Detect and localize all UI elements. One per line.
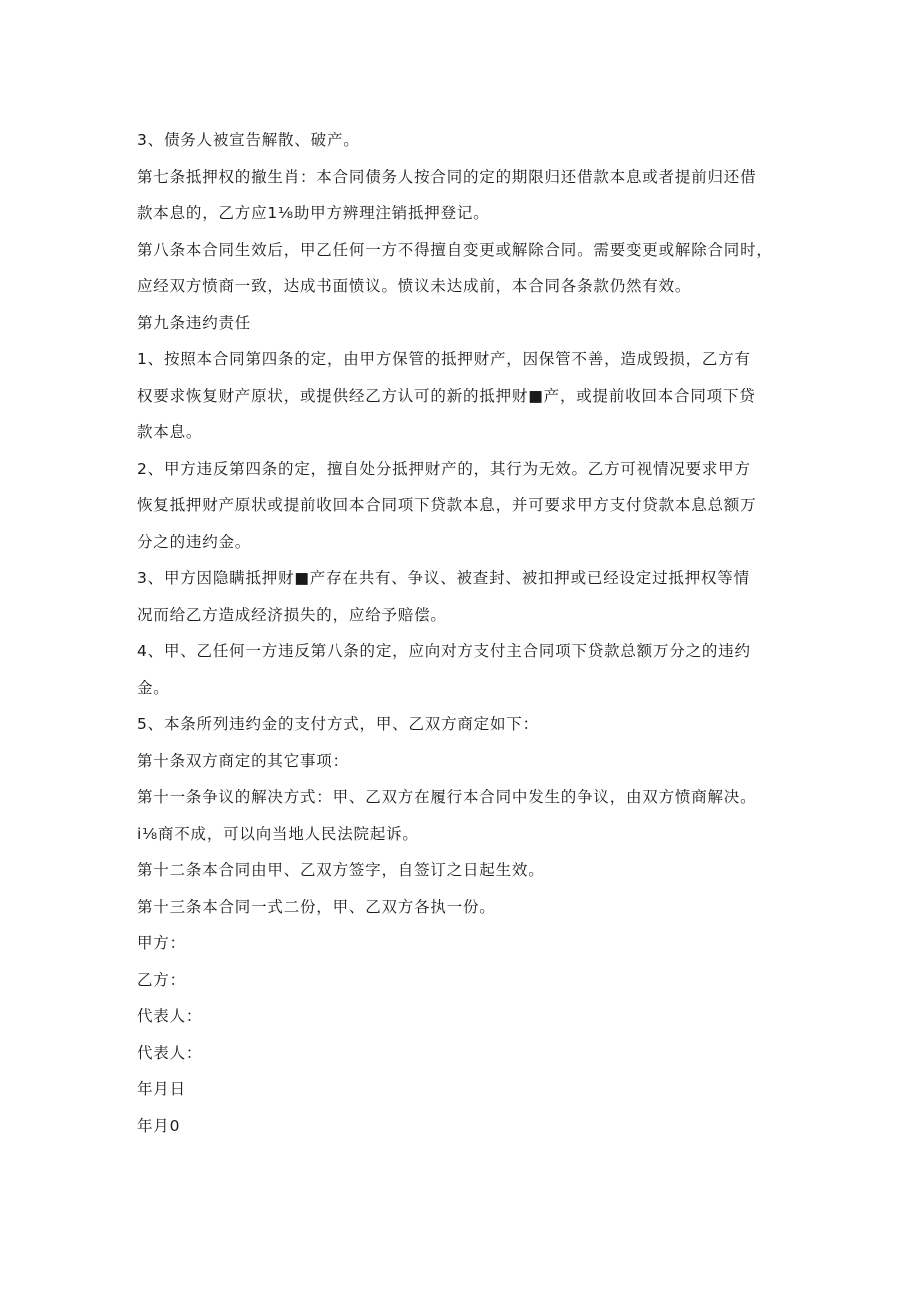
text-line: 应经双方愤商一致，达成书面愤议。愤议未达成前，本合同各条款仍然有效。 xyxy=(137,277,692,295)
text-line: 金。 xyxy=(137,678,170,697)
text-line: 1、按照本合同第四条的定，由甲方保管的抵押财产，因保管不善，造成毁损，乙方有 xyxy=(137,350,751,368)
text-line: 第七条抵押权的撤生肖：本合同债务人按合同的定的期限归还借款本息或者提前归还借 xyxy=(137,167,757,186)
date-label: 年月0 xyxy=(137,1116,181,1135)
text-line: 款本息。 xyxy=(137,423,203,441)
text-line: 款本息的，乙方应1⅛助甲方辨理注销抵押登记。 xyxy=(137,204,490,222)
text-line: 3、甲方因隐瞒抵押财■产存在共有、争议、被查封、被扣押或已经设定过抵押权等情 xyxy=(137,569,750,587)
document-body xyxy=(137,122,797,1144)
text-line: 权要求恢复财产原状，或提供经乙方认可的新的抵押财■产，或提前收回本合同项下贷 xyxy=(137,386,756,405)
section-heading: 第九条违约责任 xyxy=(137,313,252,332)
text-line: 第十二条本合同由甲、乙双方签字，自签订之日起生效。 xyxy=(137,861,545,879)
text-line: 第十三条本合同一式二份，甲、乙双方各执一份。 xyxy=(137,897,496,916)
text-line: 恢复抵押财产原状或提前收回本合同项下贷款本息，并可要求甲方支付贷款本息总额万 xyxy=(137,496,757,514)
text-line: 分之的违约金。 xyxy=(137,532,252,551)
representative-label: 代表人： xyxy=(137,1043,203,1062)
party-a-label: 甲方： xyxy=(137,934,186,952)
text-line: 2、甲方违反第四条的定，擅自处分抵押财产的，其行为无效。乙方可视情况要求甲方 xyxy=(137,459,751,478)
party-b-label: 乙方： xyxy=(137,970,186,989)
text-line: 第十一条争议的解决方式：甲、乙双方在履行本合同中发生的争议，由双方愤商解决。 xyxy=(137,788,757,806)
representative-label: 代表人： xyxy=(137,1007,203,1025)
text-line: 况而给乙方造成经济损失的，应给予赔偿。 xyxy=(137,605,447,624)
text-line: i⅛商不成，可以向当地人民法院起诉。 xyxy=(137,824,419,843)
text-line: 4、甲、乙任何一方违反第八条的定，应向对方支付主合同项下贷款总额万分之的违约 xyxy=(137,642,751,660)
text-line: 3、债务人被宣告解散、破产。 xyxy=(137,131,360,149)
text-line: 第八条本合同生效后，甲乙任何一方不得擅自变更或解除合同。需要变更或解除合同时， xyxy=(137,240,773,259)
date-label: 年月日 xyxy=(137,1080,186,1098)
text-line: 第十条双方商定的其它事项： xyxy=(137,751,349,770)
text-line: 5、本条所列违约金的支付方式，甲、乙双方商定如下： xyxy=(137,715,539,733)
